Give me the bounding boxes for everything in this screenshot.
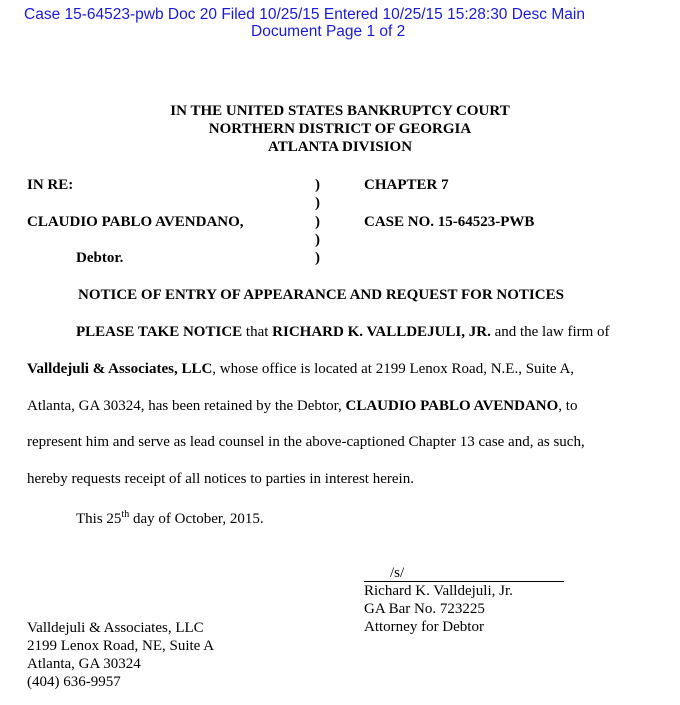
- body-line-4: represent him and serve as lead counsel in the above-captioned Chapter 13 case and, as such,: [27, 434, 585, 450]
- caption-paren: ): [315, 250, 320, 266]
- body-line-2: [27, 361, 574, 378]
- date-line: [76, 509, 264, 528]
- caption-paren: ): [315, 177, 320, 193]
- caption-paren: ): [315, 195, 320, 211]
- date-text: This 25: [76, 511, 122, 527]
- chapter-label: CHAPTER 7: [364, 177, 449, 193]
- firm-name: Valldejuli & Associates, LLC: [27, 361, 213, 377]
- address-city: Atlanta, GA 30324: [27, 656, 141, 672]
- signer-name: Richard K. Valldejuli, Jr.: [364, 583, 513, 599]
- court-district: NORTHERN DISTRICT OF GEORGIA: [208, 121, 472, 137]
- notice-lead: PLEASE TAKE NOTICE: [76, 324, 243, 340]
- court-name: IN THE UNITED STATES BANKRUPTCY COURT: [170, 103, 510, 119]
- in-re-label: IN RE:: [27, 177, 74, 193]
- ecf-header-line2: Document Page 1 of 2: [251, 23, 406, 40]
- body-line-3: [27, 398, 577, 415]
- body-text: , whose office is located at 2199 Lenox Road, N.E., Suite A,: [212, 361, 575, 377]
- caption-paren: ): [315, 214, 320, 230]
- signer-role: Attorney for Debtor: [364, 619, 484, 635]
- body-text: that: [242, 324, 273, 340]
- debtor-name: CLAUDIO PABLO AVENDANO,: [27, 214, 244, 230]
- ecf-header-line1: Case 15-64523-pwb Doc 20 Filed 10/25/15 Entered 10/25/15 15:28:30 Desc Main: [24, 6, 585, 23]
- body-text: Atlanta, GA 30324, has been retained by the Debtor,: [27, 398, 346, 414]
- debtor-name-bold: CLAUDIO PABLO AVENDANO: [345, 398, 559, 414]
- body-line-5: hereby requests receipt of all notices to parties in interest herein.: [27, 471, 414, 487]
- signature-underline: [364, 566, 564, 582]
- notice-title: NOTICE OF ENTRY OF APPEARANCE AND REQUEST FOR NOTICES: [78, 287, 564, 303]
- attorney-name: RICHARD K. VALLDEJULI, JR.: [272, 324, 491, 340]
- body-text: , to: [558, 398, 578, 414]
- signature-mark: /s/: [390, 565, 405, 581]
- body-text: and the law firm of: [490, 324, 610, 340]
- debtor-label: Debtor.: [76, 250, 124, 266]
- body-line-1: [76, 324, 610, 341]
- address-street: 2199 Lenox Road, NE, Suite A: [27, 638, 215, 654]
- caption-paren: ): [315, 232, 320, 248]
- address-firm: Valldejuli & Associates, LLC: [27, 620, 204, 636]
- bar-number: GA Bar No. 723225: [364, 601, 485, 617]
- date-ordinal: th: [121, 509, 130, 520]
- signature-line: [364, 565, 564, 582]
- address-phone: (404) 636-9957: [27, 674, 121, 690]
- date-text: day of October, 2015.: [129, 511, 264, 527]
- court-division: ATLANTA DIVISION: [267, 139, 413, 155]
- case-number: CASE NO. 15-64523-PWB: [364, 214, 535, 230]
